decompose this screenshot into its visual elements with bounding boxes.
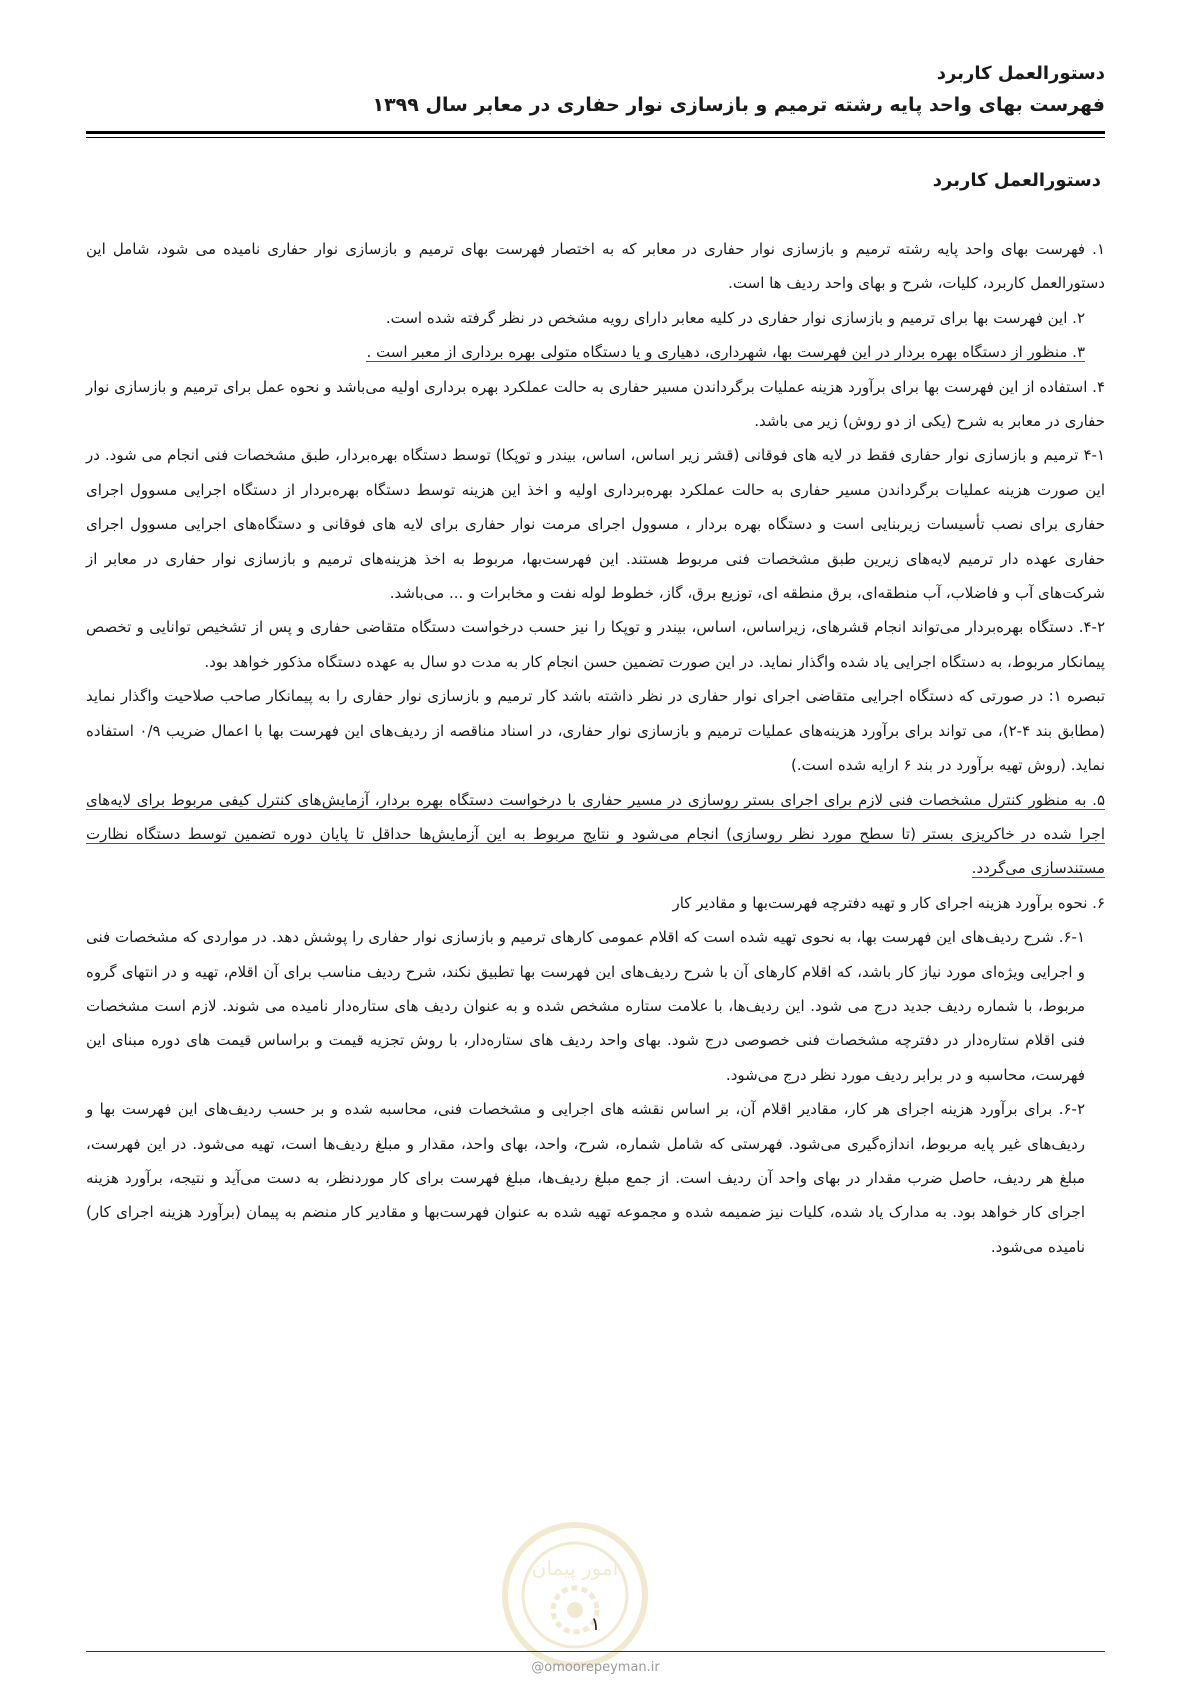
paragraph-5-text: ۵. به منظور کنترل مشخصات فنی لازم برای اجرای بستر روسازی در مسیر حفاری با درخواست دستگاه بهره بردار، آزمایش‌های کنترل کیفی مربوط برای لایه‌های اجرا شده در خاکریزی بستر (تا سطح مورد نظر روسازی) انجام می‌شود و نتایج مربوط به این آزمایش‌ها حداقل تا پایان دوره تضمین توسط دستگاه نظارت مستندسازی می‌گردد. xyxy=(86,790,1105,878)
header-title: دستورالعمل کاربرد xyxy=(936,63,1105,84)
paragraph-2: ۲. این فهرست بها برای ترمیم و بازسازی نوار حفاری در کلیه معابر دارای رویه مشخص در نظر گرفته شده است. xyxy=(385,308,1085,327)
paragraph-3 xyxy=(86,335,1105,369)
header-rule-thin xyxy=(86,137,1105,138)
paragraph-6: ۶. نحوه برآورد هزینه اجرای کار و تهیه دفترچه فهرست‌بها و مقادیر کار xyxy=(672,893,1105,912)
section-title: دستورالعمل کاربرد xyxy=(932,170,1101,191)
footer-site-link[interactable]: @omoorepeyman.ir xyxy=(531,1660,660,1675)
watermark-text: امور پیمان xyxy=(531,1556,619,1580)
paragraph-1: ۱. فهرست بهای واحد پایه رشته ترمیم و بازسازی نوار حفاری در معابر که به اختصار فهرست بهای ترمیم و بازسازی نوار حفاری نامیده می شود، شامل این دستورالعمل کاربرد، کلیات، شرح و بهای واحد ردیف ها است. xyxy=(86,240,1105,293)
paragraph-6-2: ۶-۲. برای برآورد هزینه اجرای هر کار، مقادیر اقلام آن، بر اساس نقشه های اجرایی و مشخصات فنی، محاسبه شده و بر حسب ردیف‌های این فهرست بها و ردیف‌های غیر پایه مربوط، اندازه‌گیری می‌شود. فهرستی که شامل شماره، شرح، واحد، بهای واحد، مقدار و مبلغ ردیف‌ها است، تهیه می‌شود. در این فهرست، مبلغ هر ردیف، حاصل ضرب مقدار در بهای واحد آن ردیف است. از جمع مبلغ ردیف‌ها، مبلغ فهرست برای کار موردنظر، به دست می‌آید و نتیجه، برآورد هزینه اجرای کار خواهد بود. به مدارک یاد شده، کلیات نیز ضمیمه شده و مجموعه تهیه شده به عنوان فهرست‌بها و مقادیر کار منضم به پیمان (برآورد هزینه اجرای کار) نامیده می‌شود. xyxy=(86,1100,1085,1256)
header-subtitle: فهرست بهای واحد پایه رشته ترمیم و بازسازی نوار حفاری در معابر سال ۱۳۹۹ xyxy=(372,94,1105,116)
note-1: تبصره ۱: در صورتی که دستگاه اجرایی متقاضی اجرای نوار حفاری در نظر داشته باشد کار ترمیم و بازسازی نوار حفاری را به پیمانکار صاحب صلاحیت واگذار نماید (مطابق بند ۴-۲)، می تواند برای برآورد هزینه‌های عملیات ترمیم و بازسازی نوار حفاری، در اسناد مناقصه از ردیف‌های این فهرست بها با اعمال ضریب ۰/۹ استفاده نماید. (روش تهیه برآورد در بند ۶ ارایه شده است.) xyxy=(86,687,1106,775)
watermark-logo-icon xyxy=(500,1520,650,1670)
header-rule-thick xyxy=(86,131,1105,134)
footer-rule xyxy=(86,1651,1105,1652)
paragraph-4: ۴. استفاده از این فهرست بها برای برآورد هزینه عملیات برگرداندن مسیر حفاری به حالت عملکرد بهره برداری اولیه می‌باشد و نحوه عمل برای ترمیم و بازسازی نوار حفاری در معابر به شرح (یکی از دو روش) زیر می باشد. xyxy=(86,377,1105,431)
page-number: ۱ xyxy=(590,1614,601,1635)
paragraph-4-2: ۴-۲. دستگاه بهره‌بردار می‌تواند انجام قشرهای، زیراساس، اساس، بیندر و توپکا را نیز حسب درخواست دستگاه متقاضی حفاری و پس از تشخیص توانایی و تخصص پیمانکار مربوط، به دستگاه اجرایی یاد شده واگذار نماید. در این صورت تضمین حسن انجام کار به مدت دو سال به عهده دستگاه مذکور خواهد بود. xyxy=(86,618,1105,671)
page-header xyxy=(86,60,1105,120)
paragraph-5 xyxy=(86,783,1105,886)
paragraph-3-text: ۳. منظور از دستگاه بهره بردار در این فهرست بها، شهرداری، دهیاری و یا دستگاه متولی بهره برداری از معبر است . xyxy=(366,343,1085,362)
paragraph-4-1: ۴-۱ ترمیم و بازسازی نوار حفاری فقط در لایه های فوقانی (قشر زیر اساس، اساس، بیندر و توپکا) توسط دستگاه بهره‌بردار، طبق مشخصات فنی انجام می شود. در این صورت هزینه عملیات برگرداندن مسیر حفاری به حالت عملکرد بهره‌برداری اولیه و اخذ این هزینه توسط دستگاه بهره‌بردار از دستگاه اجرایی مسوول اجرای حفاری برای نصب تأسیسات زیربنایی است و دستگاه بهره بردار ، مسوول اجرای مرمت نوار حفاری برای لایه های فوقانی و دستگاه‌های اجرایی مسوول اجرای حفاری عهده دار ترمیم لایه‌های زیرین طبق مشخصات فنی مربوط هستند. این فهرست‌بها، مربوط به اخذ هزینه‌های ترمیم و بازسازی نوار حفاری در معابر از شرکت‌های آب و فاضلاب، آب منطقه‌ای، برق منطقه ای، توزیع برق، گاز، خطوط لوله نفت و مخابرات و ... می‌باشد. xyxy=(86,446,1105,603)
paragraph-6-1: ۶-۱. شرح ردیف‌های این فهرست بها، به نحوی تهیه شده است که اقلام عمومی کارهای ترمیم و بازسازی نوار حفاری را پوشش دهد. در مواردی که مشخصات فنی و اجرایی ویژه‌ای مورد نیاز کار باشد، که اقلام کارهای آن با شرح ردیف‌های این فهرست بها تطبیق نکند، شرح ردیف مناسب برای آن اقلام، تهیه و در انتهای گروه مربوط، با شماره ردیف جدید درج می شود. این ردیف‌ها، با علامت ستاره مشخص شده و به عنوان ردیف های ستاره‌دار نامیده می شوند. لازم است مشخصات فنی اقلام ستاره‌دار در دفترچه مشخصات فنی خصوصی درج شود. بهای واحد ردیف های ستاره‌دار، با روش تجزیه قیمت و براساس قیمت های دوره مبنای این فهرست، محاسبه و در برابر ردیف مورد نظر درج می‌شود. xyxy=(86,928,1085,1084)
document-body xyxy=(86,232,1105,1264)
